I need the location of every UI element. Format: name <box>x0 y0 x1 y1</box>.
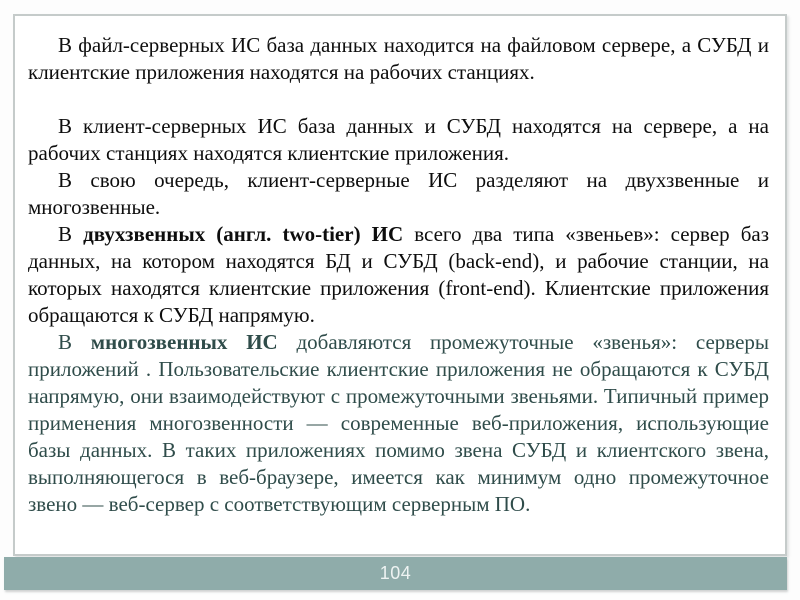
paragraph-text: В файл-серверных ИС база данных находится на файловом сервере, а СУБД и клиентские приложения находятся на рабочих станциях. <box>28 33 769 84</box>
paragraph-text: В свою очередь, клиент-серверные ИС разделяют на двухзвенные и многозвенные. <box>28 168 769 219</box>
paragraph-text: В клиент-серверных ИС база данных и СУБД находятся на сервере, а на рабочих станциях находятся клиентские приложения. <box>28 114 769 165</box>
paragraph-spacer <box>28 86 769 113</box>
paragraph-text-pre: В <box>58 222 84 246</box>
page-number: 104 <box>379 563 412 583</box>
paragraph-multi-tier-is <box>28 329 769 518</box>
slide-number-bar <box>4 557 787 590</box>
paragraph-client-server-is <box>28 113 769 167</box>
slide-content-area <box>13 14 787 556</box>
paragraph-two-and-multi-tier-intro <box>28 167 769 221</box>
paragraph-two-tier-is <box>28 221 769 329</box>
paragraph-text-pre: В <box>58 330 91 354</box>
paragraph-file-server-is <box>28 32 769 86</box>
paragraph-text-rest: добавляются промежуточные «звенья»: серверы приложений . Пользовательские клиентские приложения не обращаются к СУБД напрямую, они взаимодействуют с промежуточными звеньями. Типичный пример применения многозвенности — современные веб-приложения, использующие базы данных. В таких приложениях помимо звена СУБД и клиентского звена, выполняющегося в веб-браузере, имеется как минимум одно промежуточное звено — веб-сервер с соответствующим серверным ПО. <box>28 330 769 516</box>
paragraph-text-bold-term: двухзвенных (англ. two-tier) ИС <box>83 222 404 246</box>
paragraph-text-bold-term: многозвенных ИС <box>90 330 278 354</box>
paragraph-text-rest: всего два типа «звеньев»: сервер баз данных, на котором находятся БД и СУБД (back-end), и рабочие станции, на которых находятся клиентские приложения (front-end). Клиентские приложения обращаются к СУБД напрямую. <box>28 222 770 327</box>
